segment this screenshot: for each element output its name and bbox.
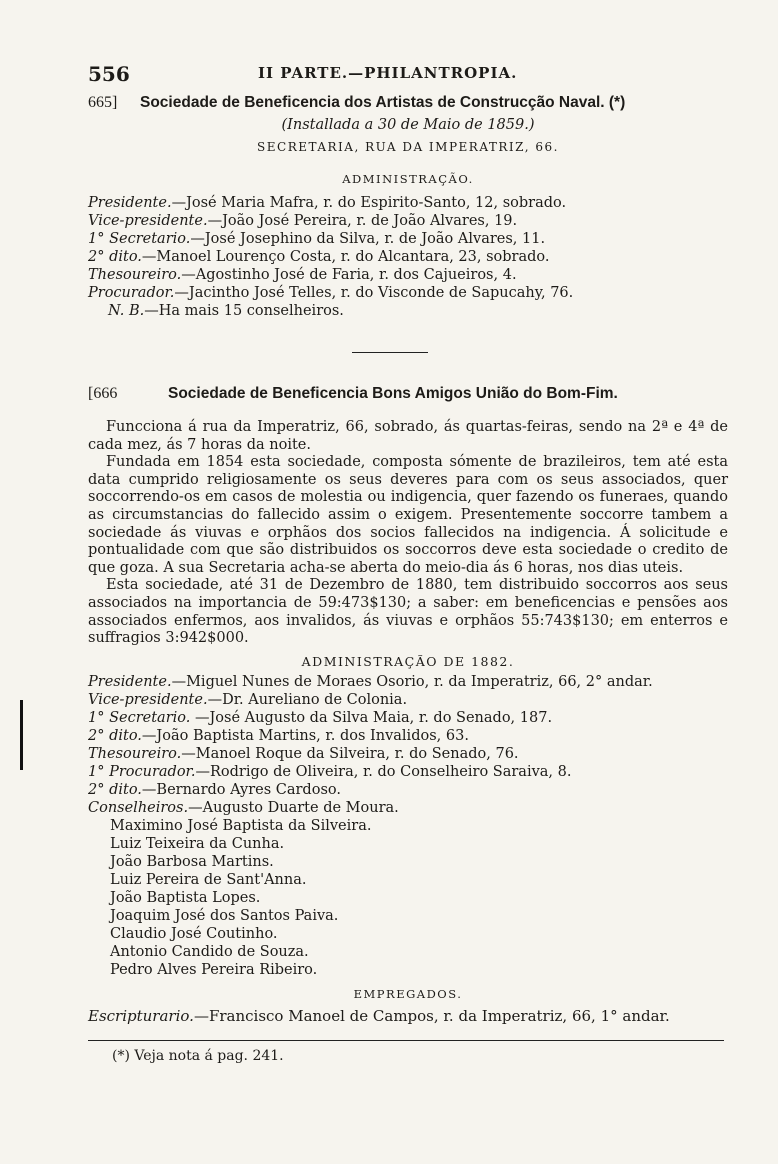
paragraph: Esta sociedade, até 31 de Dezembro de 1880, tem distribuido soccorros aos seus associados na importancia de 59:473$130; a saber: em beneficencias e pensões aos associados enfermos, aos invalidos, ás viuvas e orphãos 55:743$130; em enterros e suffragios 3:942$000. [88,577,728,647]
page-header [88,62,688,84]
list-item: Maximino José Baptista da Silveira. [110,817,372,834]
paragraph: Fundada em 1854 esta sociedade, composta sómente de brazileiros, tem até esta data cumprido religiosamente os seus deveres para com os seus associados, quer soccorrendo-os em casos de molestia ou indigencia, quer fazendo os funeraes, quando as circumstancias do fallecido assim o exigem. Presentemente soccorre tambem a sociedade ás viuvas e orphãos dos socios fallecidos na indigencia. Á solicitude e pontualidade com que são distribuidos os soccorros deve esta sociedade o credito de que goza. A sua Secretaria acha-se aberta do meio-dia ás 6 horas, nos dias uteis. [88,454,728,576]
section-666-number: [666 [88,385,118,402]
footnote: (*) Veja nota á pag. 241. [112,1048,284,1064]
officer-line: Vice-presidente.—João José Pereira, r. de João Alvares, 19. [88,213,518,229]
officer-line: Thesoureiro.—Agostinho José de Faria, r. dos Cajueiros, 4. [88,267,517,283]
section-666-admin-heading: ADMINISTRAÇÃO DE 1882. [301,653,515,669]
officer-line: Vice-presidente.—Dr. Aureliano de Colonia. [88,691,408,708]
list-item: João Barbosa Martins. [110,853,274,870]
section-665 [88,94,728,320]
list-item: Claudio José Coutinho. [110,925,278,942]
list-item: Luiz Pereira de Sant'Anna. [110,871,307,888]
officer-line: 1° Procurador.—Rodrigo de Oliveira, r. do Conselheiro Saraiva, 8. [88,763,572,780]
section-665-title-line [88,94,728,112]
officer-line: 1° Secretario.—José Josephino da Silva, r. de João Alvares, 11. [88,231,546,247]
officer-line: N. B.—Ha mais 15 conselheiros. [108,303,344,319]
section-666 [88,385,728,1025]
officer-line: Presidente.—Miguel Nunes de Moraes Osorio, r. da Imperatriz, 66, 2° andar. [88,673,653,690]
officer-line: 2° dito.—João Baptista Martins, r. dos Invalidos, 63. [88,727,469,744]
section-665-admin-heading: ADMINISTRAÇÃO. [342,172,474,186]
councillor-list [88,817,728,979]
section-666-body [88,419,728,648]
section-665-installed: (Installada a 30 de Maio de 1859.) [281,117,535,133]
officer-line: 2° dito.—Bernardo Ayres Cardoso. [88,781,341,798]
section-666-officers [88,673,728,817]
officer-line: 1° Secretario. —José Augusto da Silva Maia, r. do Senado, 187. [88,709,553,726]
list-item: Pedro Alves Pereira Ribeiro. [110,961,318,978]
list-item: Antonio Candido de Souza. [110,943,309,960]
section-665-officers [88,194,728,320]
officer-line: Thesoureiro.—Manoel Roque da Silveira, r. do Senado, 76. [88,745,519,762]
paragraph: Funcciona á rua da Imperatriz, 66, sobrado, ás quartas-feiras, sendo na 2ª e 4ª de cada mez, ás 7 horas da noite. [88,419,728,453]
officer-line: Procurador.—Jacintho José Telles, r. do Visconde de Sapucahy, 76. [88,285,574,301]
section-665-secretaria: SECRETARIA, RUA DA IMPERATRIZ, 66. [257,140,559,154]
officer-line: Conselheiros.—Augusto Duarte de Moura. [88,799,399,816]
employees-heading: EMPREGADOS. [353,986,463,1001]
list-item: João Baptista Lopes. [110,889,261,906]
footnote-rule [88,1040,724,1041]
section-665-title: Sociedade de Beneficencia dos Artistas de Construcção Naval. (*) [140,94,626,111]
section-666-title: Sociedade de Beneficencia Bons Amigos União do Bom-Fim. [168,385,618,402]
page-number: 556 [88,62,130,86]
section-665-number: 665] [88,94,118,111]
officer-line: Presidente.—José Maria Mafra, r. do Espirito-Santo, 12, sobrado. [88,195,567,211]
officer-line: 2° dito.—Manoel Lourenço Costa, r. do Alcantara, 23, sobrado. [88,249,550,265]
running-head: II PARTE.—PHILANTROPIA. [258,64,518,82]
margin-mark [20,700,23,770]
section-divider [352,352,428,353]
list-item: Luiz Teixeira da Cunha. [110,835,285,852]
section-666-title-line [88,385,728,403]
list-item: Joaquim José dos Santos Paiva. [110,907,339,924]
employee-line: Escripturario.—Francisco Manoel de Campos, r. da Imperatriz, 66, 1° andar. [88,1006,670,1025]
